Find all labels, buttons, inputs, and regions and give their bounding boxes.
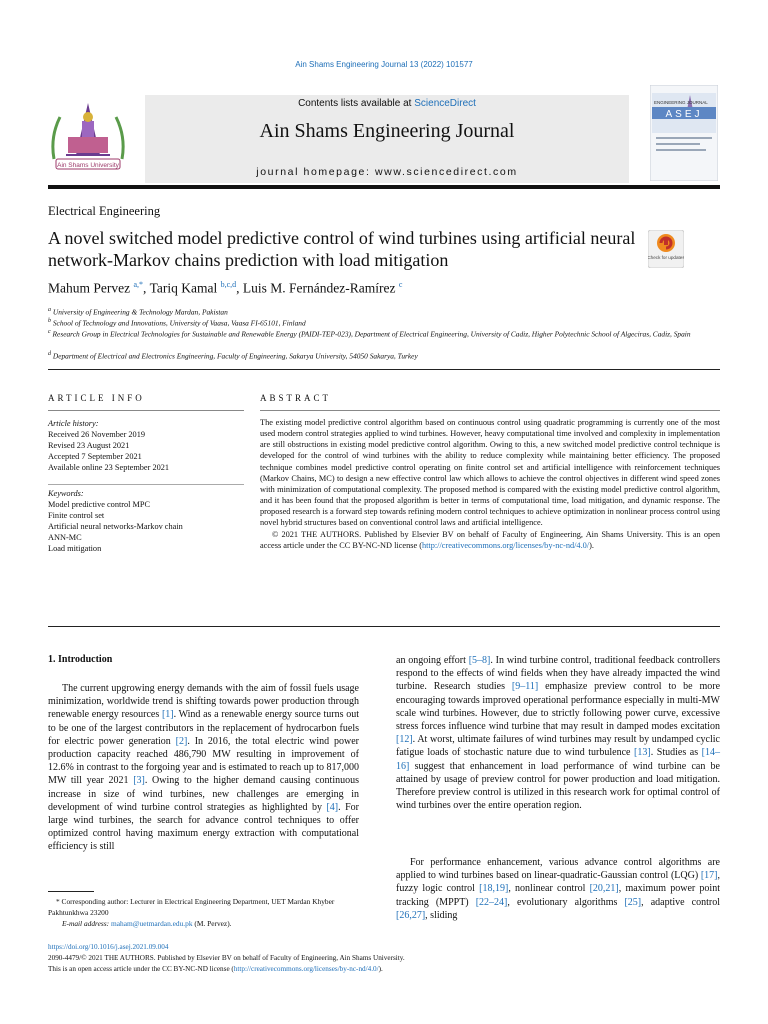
reference-link[interactable]: [13] [634, 747, 651, 759]
contents-prefix: Contents lists available at [298, 98, 415, 109]
reference-link[interactable]: [12] [396, 734, 413, 746]
keyword: Model predictive control MPC [48, 500, 151, 509]
divider [48, 484, 244, 485]
keyword: Artificial neural networks-Markov chain [48, 522, 183, 531]
column-2-paragraph-2: For performance enhancement, various advance control algorithms are applied to wind turbines based on linear-quadratic-Gaussian control (LQG) [17], fuzzy logic control [18,19], nonlinear control [20,21], maximum power point tracking (MPPT) [22–24], evolutionary algorithms [25], adaptive control [26,27], sliding [396, 857, 721, 921]
affiliation-d: $^d$ Department of Electrical and Electronics Engineering, Faculty of Engineering, Sakarya University, 54050 Sakarya, Turkey [48, 351, 418, 361]
affiliation-a: $^a$ University of Engineering & Technology Mardan, Pakistan [48, 307, 228, 317]
header-rule [48, 185, 720, 189]
affiliation-b: $^b$ School of Technology and Innovations, University of Vaasa, Vaasa FI-65101, Finland [48, 318, 306, 328]
author-sup[interactable]: b,c,d [220, 280, 237, 289]
affiliation-c: $^c$ Research Group in Electrical Technologies for Sustainable and Renewable Energy (PAIDI-TEP-023), Department of Electrical Engineering, University of Cadiz, Higher Polytechnic School of Algeciras, Cadiz, Spain [48, 329, 691, 339]
check-for-updates-button[interactable] [648, 230, 684, 268]
journal-title: Ain Shams Engineering Journal [259, 120, 515, 142]
email-link[interactable]: maham@uetmardan.edu.pk [111, 919, 193, 928]
author-list: Mahum Pervez $^{a,*}$, Tariq Kamal $^{b,c,d}$, Luis M. Fernández-Ramírez $^c$ [48, 280, 403, 296]
abstract-body [260, 417, 720, 551]
keywords [48, 488, 183, 554]
license-line: This is an open access article under the CC BY-NC-ND license (http://creativecommons.org/licenses/by-nc-nd/4.0/). [48, 965, 383, 973]
reference-link[interactable]: [26,27] [396, 909, 426, 921]
contents-line [145, 98, 629, 109]
cover-acronym: ASEJ [665, 109, 703, 120]
journal-citation[interactable]: Ain Shams Engineering Journal 13 (2022) 101577 [295, 60, 473, 69]
reference-link[interactable]: [4] [326, 801, 339, 813]
author-sup[interactable]: a,* [133, 280, 144, 289]
history-revised: Revised 23 August 2021 [48, 441, 130, 450]
history-online: Available online 23 September 2021 [48, 463, 170, 472]
author-name[interactable]: Luis M. Fernández-Ramírez [242, 280, 396, 296]
reference-link[interactable]: [22–24] [475, 896, 508, 908]
issn-line: 2090-4479/© 2021 THE AUTHORS. Published by Elsevier BV on behalf of Faculty of Engineering, Ain Shams University. [48, 954, 405, 962]
divider [48, 626, 720, 627]
article-history [48, 418, 169, 473]
author-sup[interactable]: c [398, 280, 403, 289]
reference-link[interactable]: [3] [133, 775, 145, 787]
keyword: ANN-MC [48, 533, 82, 542]
journal-cover [650, 85, 718, 181]
check-updates-label: Check for updates [648, 255, 684, 260]
check-updates-icon [648, 230, 684, 268]
cover-label: ENGINEERING JOURNAL [654, 100, 708, 105]
abstract-copyright: © 2021 THE AUTHORS. Published by Elsevier BV on behalf of Faculty of Engineering, Ain Shams University. This is an open access article under the CC BY-NC-ND license (http://creativecommons.org/licenses/by-nc-nd/4.0/). [260, 529, 720, 550]
license-link[interactable]: http://creativecommons.org/licenses/by-nc-nd/4.0/ [421, 540, 590, 550]
reference-link[interactable]: [25] [624, 896, 642, 908]
intro-paragraph: The current upgrowing energy demands with the aim of fossil fuels usage minimization, worldwide trend is shifting towards power production through renewable energy resources [1]. Wind as a renewable energy source turns out to be one of the largest contributors in the replacement of hydrocarbon fuels for electric power generation [2]. In 2016, the total electric wind power production capacity reached 486,790 MW resulting in improvement of 12.6% in contrast to the forgoing year and is estimated to reach up to 817,000 MW till year 2021 [3]. Owing to the higher demand causing continuous increase in size of wind turbines, new challenges are emerging in development of wind turbine control strategies as highlighted by [4]. For large wind turbines, the search for advance control techniques to offer optimized control having maximum energy extraction with computational efficiency is still [48, 683, 359, 853]
reference-link[interactable]: [9–11] [511, 681, 539, 693]
email-note: E-mail address: maham@uetmardan.edu.pk (M. Pervez). [62, 919, 232, 928]
reference-link[interactable]: [17] [700, 870, 718, 882]
history-label: Article history: [48, 419, 99, 428]
sciencedirect-link[interactable]: ScienceDirect [414, 98, 476, 109]
reference-link[interactable]: [1] [161, 709, 174, 721]
journal-homepage[interactable]: journal homepage: www.sciencedirect.com [256, 166, 518, 178]
column-2-paragraph-1: an ongoing effort [5–8]. In wind turbine control, traditional feedback controllers respond to the effects of wind fields when they have already impacted the wind turbine. Research studies [9–11] emphasize preview control to be more encouraging towards improved operational performance especially in multi-MW scale wind turbines. However, due to strictly following power curve, excessive stress forces influence wind turbine that may result in damped modes excitation [12]. At worst, ultimate failures of wind turbines may result by undamped cyclic fatigue loads of stochastic nature due to wind turbulence [13]. Studies as [14–16] suggest that enhancement in load performance of wind turbine can be attained by usage of preview control for power production and load mitigation. Therefore preview control is utilized in this research work for optimal control of wind turbines over the entire operation region. [396, 655, 721, 812]
section-heading: 1. Introduction [48, 654, 113, 665]
history-received: Received 26 November 2019 [48, 430, 145, 439]
keyword: Finite control set [48, 511, 105, 520]
author-name[interactable]: Tariq Kamal [149, 280, 218, 296]
keyword: Load mitigation [48, 544, 102, 553]
reference-link[interactable]: [14–16] [396, 747, 721, 772]
article-info-heading: ARTICLE INFO [48, 393, 145, 403]
divider [260, 410, 720, 411]
footnote-rule [48, 891, 94, 892]
abstract-text: The existing model predictive control algorithm based on continuous control using quadratic programming is currently one of the most used modern control strategies applied to wind turbines. However, heavy computational time involved and complexity in implementation are still obstructions in existing model predictive control algorithm. Owing to this, a new switched model predictive control technique is developed for the control of wind turbines with the ability to reduce complexity while maintaining better efficiency. The proposed technique combines model predictive control operating on finite control set and artificial intelligence with reinforcement techniques (Markov Chains, MC) to design a new effective control law which allows to achieve the control objectives in different wind speed zones with minimization of computational complexity. The proposed method is compared with the existing model predictive control algorithm, and it has been found that the proposed algorithm is better in terms of computational time, load mitigation, and dynamic response. The proposed research is a forward step towards refining modern control techniques to achieve optimization in nonlinear process control using novel hybrid structures based on conventional control laws and artificial intelligence. [260, 418, 720, 528]
doi-link[interactable]: https://doi.org/10.1016/j.asej.2021.09.004 [48, 943, 169, 951]
reference-link[interactable]: [20,21] [589, 883, 619, 895]
reference-link[interactable]: [18,19] [479, 883, 509, 895]
logo-caption: Ain Shams University [57, 162, 119, 169]
divider [48, 369, 720, 370]
university-logo [46, 97, 130, 175]
reference-link[interactable]: [5–8] [468, 655, 491, 666]
abstract-heading: ABSTRACT [260, 393, 332, 403]
reference-link[interactable]: [2] [175, 735, 188, 747]
article-section: Electrical Engineering [48, 204, 161, 218]
license-link[interactable]: http://creativecommons.org/licenses/by-nc-nd/4.0/ [233, 965, 379, 973]
corresponding-author-note: * Corresponding author: Lecturer in Electrical Engineering Department, UET Mardan Khyber Pakhtunkhwa 23200 [48, 897, 335, 917]
divider [48, 410, 244, 411]
keywords-label: Keywords: [48, 489, 84, 498]
history-accepted: Accepted 7 September 2021 [48, 452, 142, 461]
article-title: A novel switched model predictive control of wind turbines using artificial neural network-Markov chains prediction with load mitigation [48, 228, 636, 270]
author-name[interactable]: Mahum Pervez [48, 280, 131, 296]
